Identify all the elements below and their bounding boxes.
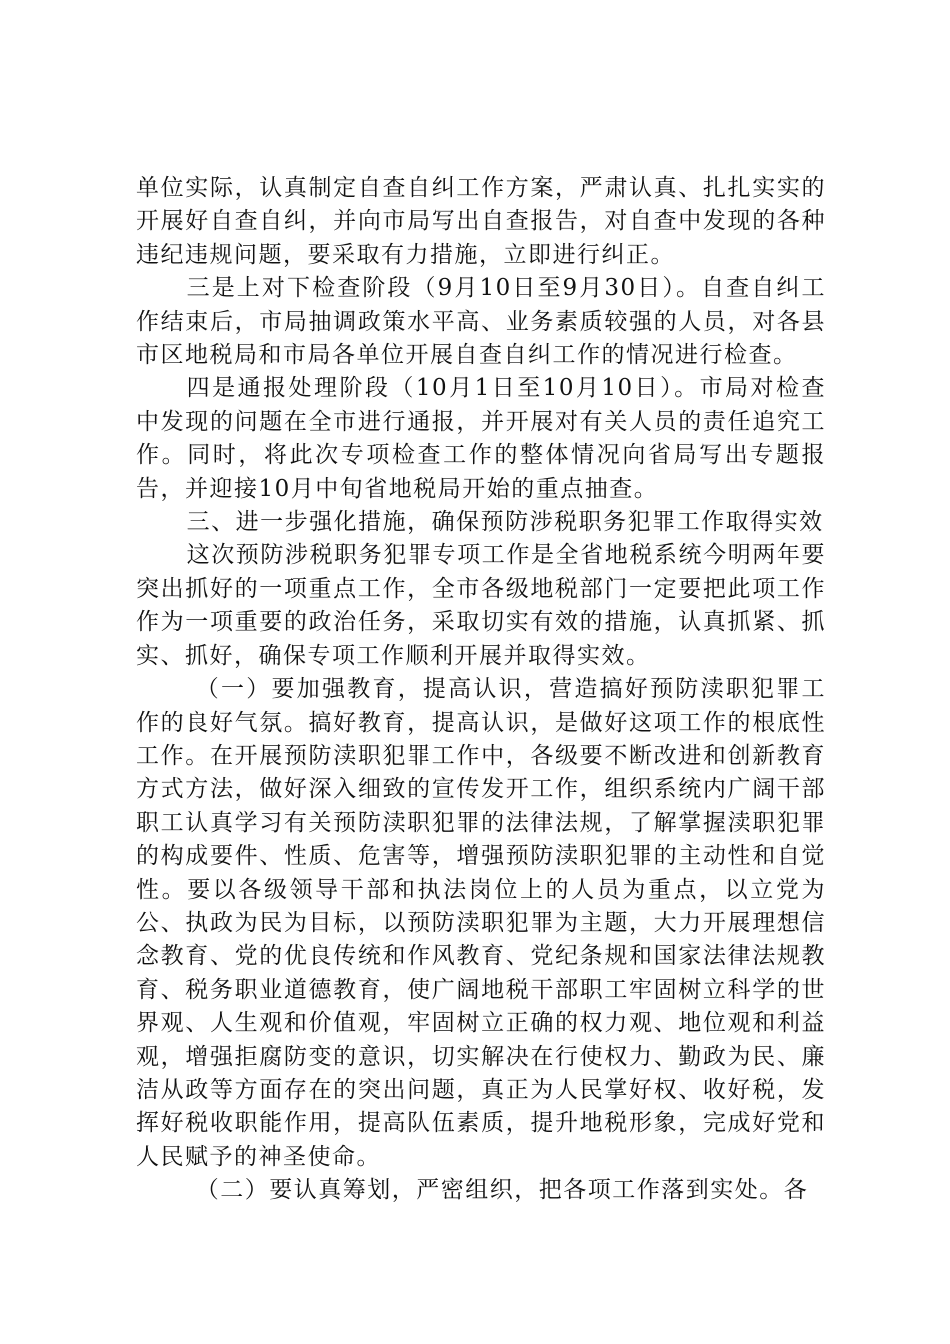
paragraph-section-three-intro: 这次预防涉税职务犯罪专项工作是全省地税系统今明两年要突出抓好的一项重点工作，全市各级地税部门一定要把此项工作作为一项重要的政治任务，采取切实有效的措施，认真抓紧、抓实、抓好，确保专项工作顺利开展并取得实效。 — [136, 542, 826, 669]
paragraph-stage-four-report: 四是通报处理阶段（10月1日至10月10日）。市局对检查中发现的问题在全市进行通报，并开展对有关人员的责任追究工作。同时，将此次专项检查工作的整体情况向省局写出专题报告，并迎接10月中旬省地税局开始的重点抽查。 — [136, 375, 826, 502]
paragraph-item-two-organization: （二）要认真筹划，严密组织，把各项工作落到实处。各 — [195, 1177, 809, 1204]
paragraph-item-one-education: （一）要加强教育，提高认识，营造搞好预防渎职犯罪工作的良好气氛。搞好教育，提高认识，是做好这项工作的根底性工作。在开展预防渎职犯罪工作中，各级要不断改进和创新教育方式方法，做好深入细致的宣传发开工作，组织系统内广阔干部职工认真学习有关预防渎职犯罪的法律法规，了解掌握渎职犯罪的构成要件、性质、危害等，增强预防渎职犯罪的主动性和自觉性。要以各级领导干部和执法岗位上的人员为重点，以立党为公、执政为民为目标，以预防渎职犯罪为主题，大力开展理想信念教育、党的优良传统和作风教育、党纪条规和国家法律法规教育、税务职业道德教育，使广阔地税干部职工牢固树立科学的世界观、人生观和价值观，牢固树立正确的权力观、地位观和利益观，增强拒腐防变的意识，切实解决在行使权力、勤政为民、廉洁从政等方面存在的突出问题，真正为人民掌好权、收好税，发挥好税收职能作用，提高队伍素质，提升地税形象，完成好党和人民赋予的神圣使命。 — [136, 676, 826, 1170]
paragraph-stage-three-inspection: 三是上对下检查阶段（9月10日至9月30日）。自查自纠工作结束后，市局抽调政策水平高、业务素质较强的人员，对各县市区地税局和市局各单位开展自查自纠工作的情况进行检查。 — [136, 275, 826, 369]
document-body — [136, 172, 826, 1208]
paragraph-self-check-continuation: 单位实际，认真制定自查自纠工作方案，严肃认真、扎扎实实的开展好自查自纠，并向市局写出自查报告，对自查中发现的各种违纪违规问题，要采取有力措施，立即进行纠正。 — [136, 175, 826, 268]
section-heading-three: 三、进一步强化措施，确保预防涉税职务犯罪工作取得实效 — [186, 509, 824, 536]
